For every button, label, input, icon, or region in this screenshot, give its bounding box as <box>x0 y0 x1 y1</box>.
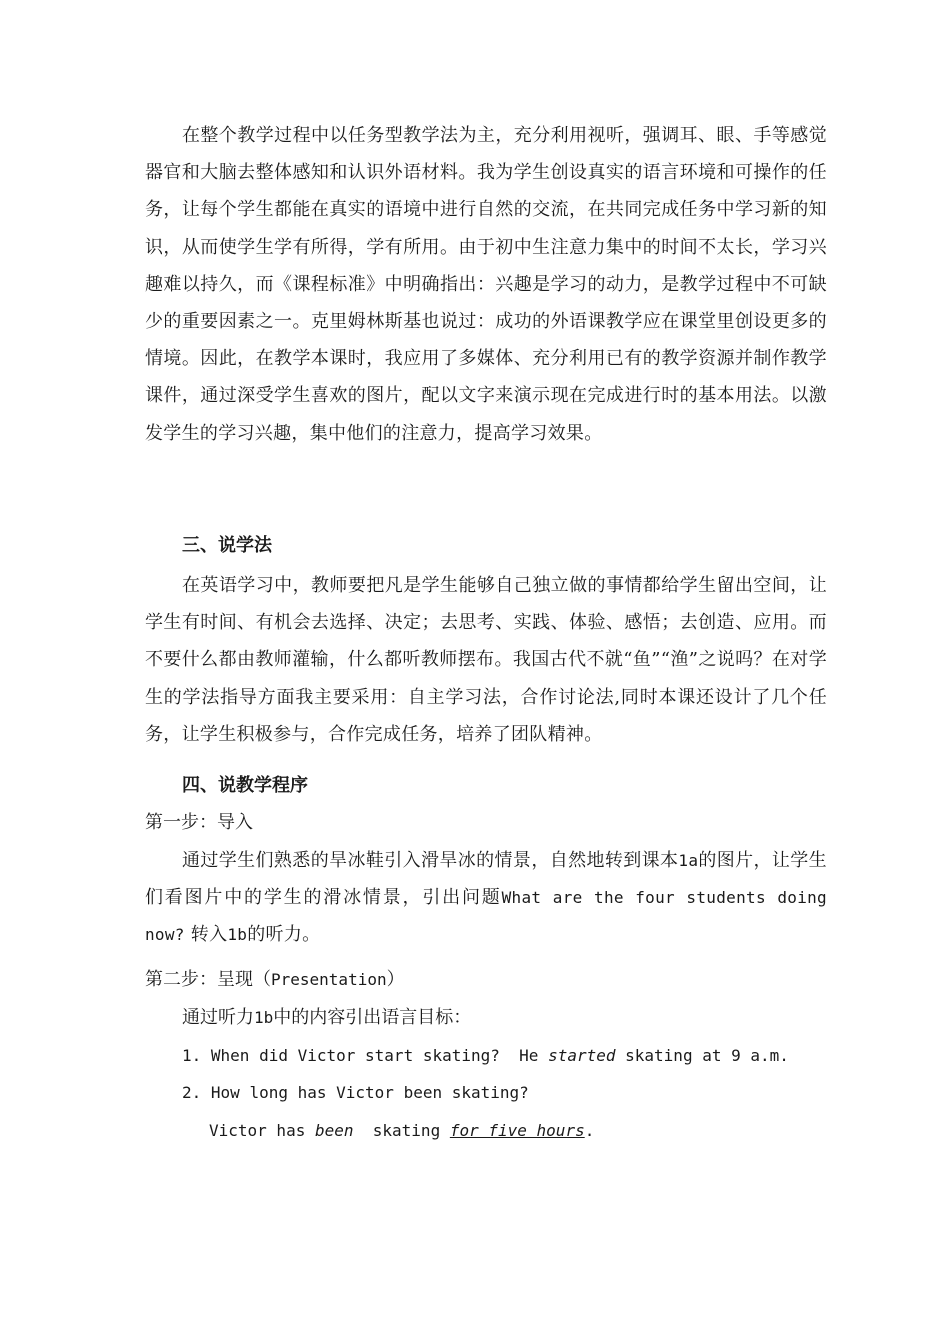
item-1-answer-pre: He <box>519 1046 539 1065</box>
item-1-answer-post: skating at 9 a.m. <box>625 1046 789 1065</box>
paragraph-learning-method: 在英语学习中，教师要把凡是学生能够自己独立做的事情都给学生留出空间，让学生有时间、有机会去选择、决定；去思考、实践、体验、感悟；去创造、应用。而不要什么都由教师灌输，什么都听教师摆布。我国古代不就“鱼”“渔”之说吗？在对学生的学法指导方面我主要采用：自主学习法，合作讨论法,同时本课还设计了几个任务，让学生积极参与，合作完成任务，培养了团队精神。 <box>145 575 827 745</box>
item-1-question: When did Victor start skating? <box>210 1046 500 1065</box>
language-goal-item-1 <box>182 1041 789 1071</box>
intro-ref-1b: 1b <box>254 1008 274 1027</box>
lead-in-ref-1a: 1a <box>678 851 699 870</box>
item-1-number: 1. <box>182 1046 202 1065</box>
item-2-answer-pre: Victor has <box>209 1121 306 1140</box>
language-goal-intro <box>182 1003 471 1033</box>
item-2-answer-mid: skating <box>372 1121 441 1140</box>
lead-in-text-3: 转入 <box>190 924 228 946</box>
paragraph-teaching-method: 在整个教学过程中以任务型教学法为主，充分利用视听，强调耳、眼、手等感觉器官和大脑去整体感知和认识外语材料。我为学生创设真实的语言环境和可操作的任务，让每个学生都能在真实的语境中进行自然的交流，在共同完成任务中学习新的知识，从而使学生学有所得，学有所用。由于初中生注意力集中的时间不太长，学习兴趣难以持久，而《课程标准》中明确指出：兴趣是学习的动力，是教学过程中不可缺少的重要因素之一。克里姆林斯基也说过：成功的外语课教学应在课堂里创设更多的情境。因此，在教学本课时，我应用了多媒体、充分利用已有的教学资源并制作教学课件，通过深受学生喜欢的图片，配以文字来演示现在完成进行时的基本用法。以激发学生的学习兴趣，集中他们的注意力，提高学习效果。 <box>145 125 827 444</box>
step-two-presentation <box>145 965 405 995</box>
item-2-answer-verb: been <box>314 1121 354 1140</box>
intro-text-1: 通过听力 <box>182 1007 254 1028</box>
heading-learning-method: 三、说学法 <box>182 535 272 556</box>
item-1-answer-verb: started <box>548 1046 616 1065</box>
lead-in-text-1: 通过学生们熟悉的旱冰鞋引入滑旱冰的情景，自然地转到课本 <box>182 850 679 871</box>
item-2-question: How long has Victor been skating? <box>210 1083 529 1102</box>
heading-teaching-procedure: 四、说教学程序 <box>182 775 308 796</box>
lead-in-text-4: 的听力。 <box>247 924 321 946</box>
intro-text-2: 中的内容引出语言目标： <box>273 1007 472 1028</box>
step-two-prefix: 第二步：呈现（ <box>145 969 271 990</box>
item-2-answer-end: . <box>584 1121 595 1140</box>
language-goal-item-2-answer <box>209 1116 594 1146</box>
item-2-answer-phrase: for five hours <box>449 1121 585 1140</box>
paragraph-lead-in <box>145 842 827 954</box>
language-goal-item-2 <box>182 1078 529 1108</box>
lead-in-ref-1b: 1b <box>227 925 248 945</box>
lead-in-text-2: 的图片，让学生们看图片中的学生的滑冰情景，引出问题 <box>145 850 827 909</box>
lead-in-question: What are the four students doing now? <box>145 888 827 945</box>
step-two-suffix: ） <box>386 969 405 990</box>
item-2-number: 2. <box>182 1083 202 1102</box>
step-one-lead-in: 第一步：导入 <box>145 812 253 833</box>
step-two-word: Presentation <box>271 970 387 989</box>
